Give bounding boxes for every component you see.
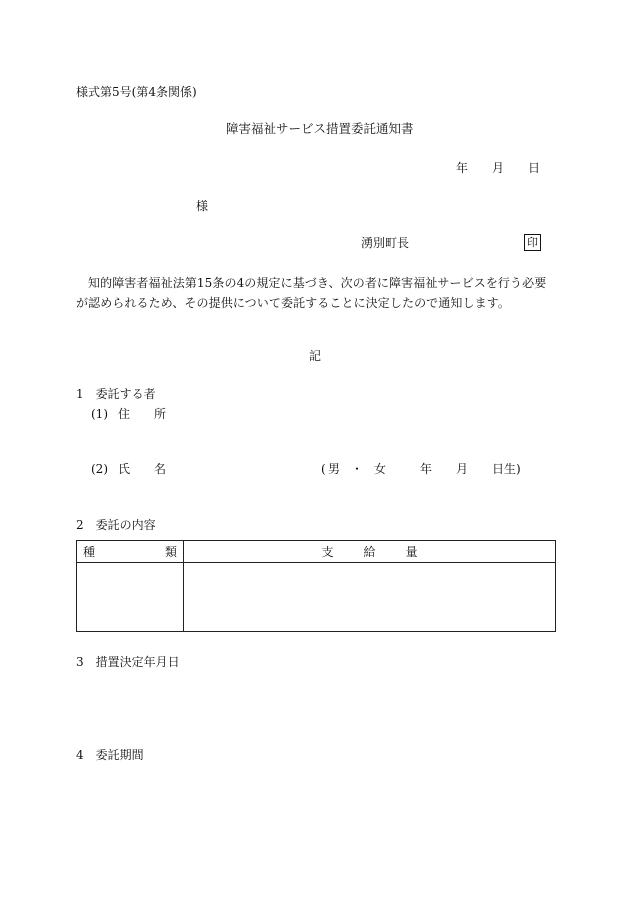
kind-header-left: 種 — [83, 544, 96, 559]
ki-heading: 記 — [309, 349, 322, 363]
sex-female-option: 女 — [374, 462, 387, 476]
amount-header: 支給量 — [184, 541, 556, 563]
address-label: 住所 — [118, 407, 191, 421]
document-title: 障害福祉サービス措置委託通知書 — [226, 121, 414, 136]
notice-body-text: 知的障害者福祉法第15条の4の規定に基づき、次の者に障害福祉サービスを行う必要が認められるため、その提供について委託することに決定したので通知します。 — [76, 276, 547, 310]
birth-month-label: 月 — [456, 462, 469, 476]
amount-cell — [184, 563, 556, 632]
section-4-heading: 4 委託期間 — [76, 748, 144, 762]
name-label: 氏名 — [118, 462, 191, 476]
name-item-number: (2) — [91, 462, 108, 476]
form-number: 様式第5号(第4条関係) — [76, 85, 197, 99]
section-2-heading: 2 委託の内容 — [76, 518, 156, 532]
kind-header-cell — [77, 541, 184, 563]
kind-cell — [77, 563, 184, 632]
date-day-label: 日 — [528, 161, 541, 175]
kind-header — [77, 546, 183, 558]
service-content-table — [76, 540, 556, 632]
sex-male-option: 男 — [328, 462, 341, 476]
table-header-row — [77, 541, 556, 563]
sex-open-paren: ( — [321, 462, 326, 476]
kind-header-right: 類 — [164, 544, 177, 559]
birth-day-label: 日生) — [492, 462, 521, 476]
seal-mark: 印 — [524, 234, 541, 251]
sex-separator: ・ — [351, 462, 364, 476]
birth-year-label: 年 — [420, 462, 433, 476]
recipient-honorific: 様 — [196, 199, 209, 213]
issuer-name: 湧別町長 — [361, 236, 410, 250]
section-1-heading: 1 委託する者 — [76, 387, 156, 401]
date-month-label: 月 — [492, 161, 505, 175]
date-year-label: 年 — [456, 161, 469, 175]
table-row — [77, 563, 556, 632]
section-3-heading: 3 措置決定年月日 — [76, 655, 180, 669]
address-item-number: (1) — [91, 407, 108, 421]
